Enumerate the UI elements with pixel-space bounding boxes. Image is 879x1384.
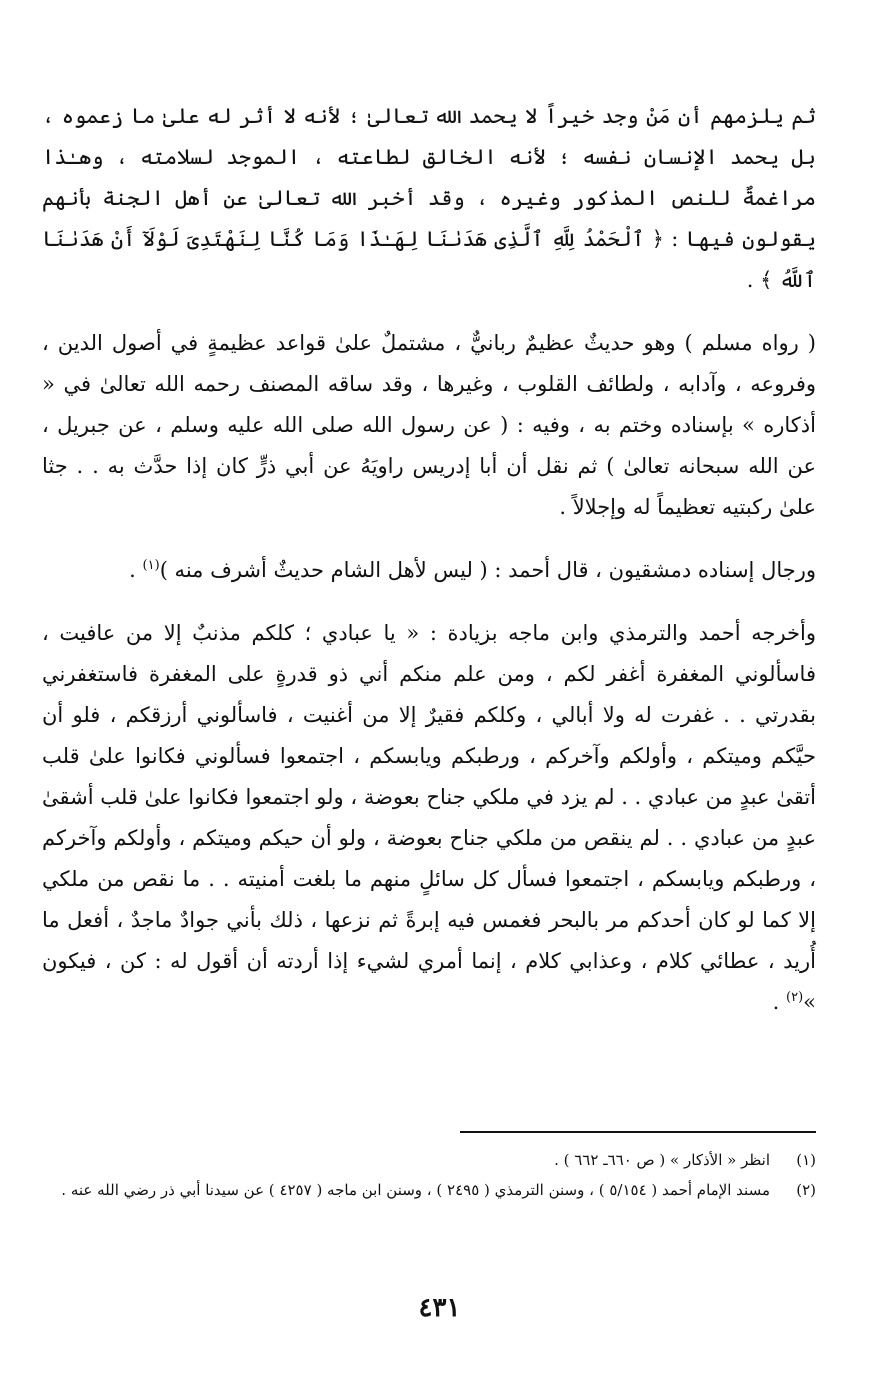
footnote-2 xyxy=(42,1176,816,1204)
paragraph-4 xyxy=(42,613,816,1023)
paragraph-4-period: . xyxy=(772,990,780,1014)
footnote-ref-2[interactable]: (٢) xyxy=(786,990,804,1005)
footnote-2-number: (٢) xyxy=(796,1181,816,1199)
footnotes xyxy=(42,1146,816,1206)
page-body xyxy=(42,96,816,1023)
paragraph-3-period: . xyxy=(129,558,136,582)
paragraph-2-text: ( رواه مسلم ) وهو حديثٌ عظيمٌ ربانيٌّ ، مشتملٌ علىٰ قواعد عظيمةٍ في أصول الدين ، وفروعه ، وآدابه ، ولطائف القلوب ، وغيرها ، وقد ساقه المصنف رحمه الله تعالىٰ في « أذكاره » بإسناده وختم به ، وفيه : ( عن رسول الله صلى الله عليه وسلم ، عن جبريل ، عن الله سبحانه تعالىٰ ) ثم نقل أن أبا إدريس راويَهُ عن أبي ذرٍّ كان إذا حدَّث به . . جثا علىٰ ركبتيه تعظيماً له وإجلالاً . xyxy=(42,331,816,519)
footnote-divider xyxy=(460,1131,816,1133)
footnote-1-number: (١) xyxy=(796,1151,816,1169)
paragraph-2 xyxy=(42,323,816,528)
footnote-ref-1[interactable]: (١) xyxy=(142,558,160,573)
footnote-1 xyxy=(42,1146,816,1174)
paragraph-3-text: ورجال إسناده دمشقيون ، قال أحمد : ( ليس لأهل الشام حديثٌ أشرف منه ) xyxy=(159,558,816,582)
page-number: ٤٣١ xyxy=(418,1293,461,1323)
paragraph-3 xyxy=(42,550,816,591)
footnote-2-text: مسند الإمام أحمد ( ٥/١٥٤ ) ، وسنن الترمذي ( ٢٤٩٥ ) ، وسنن ابن ماجه ( ٤٢٥٧ ) عن سيدنا أبي ذر رضي الله عنه . xyxy=(61,1181,770,1199)
paragraph-1 xyxy=(42,96,816,301)
paragraph-4-text: وأخرجه أحمد والترمذي وابن ماجه بزيادة : « يا عبادي ؛ كلكم مذنبٌ إلا من عافيت ، فاسألوني المغفرة أغفر لكم ، ومن علم منكم أني ذو قدرةٍ على المغفرة فاستغفرني بقدرتي . . غفرت له ولا أبالي ، وكلكم فقيرٌ إلا من أغنيت ، فاسألوني أرزقكم ، فلو أن حيَّكم وميتكم ، وأولكم وآخركم ، ورطبكم ويابسكم ، اجتمعوا فسألوني فكانوا علىٰ قلب أتقىٰ عبدٍ من عبادي . . لم يزد في ملكي جناح بعوضة ، ولو اجتمعوا فكانوا علىٰ قلب أشقىٰ عبدٍ من عبادي . . لم ينقص من ملكي جناح بعوضة ، ولو أن حيكم وميتكم ، وأولكم وآخركم ، ورطبكم ويابسكم ، اجتمعوا فسأل كل سائلٍ منهم ما بلغت أمنيته . . ما نقص من ملكي إلا كما لو كان أحدكم مر بالبحر فغمس فيه إبرةً ثم نزعها ، ذلك بأني جوادٌ ماجدٌ ، أفعل ما أُريد ، عطائي كلام ، وعذابي كلام ، إنما أمري لشيء إذا أردته أن أقول له : كن ، فيكون » xyxy=(42,621,816,1014)
footnote-1-text: انظر « الأذكار » ( ص ٦٦٠ـ ٦٦٢ ) . xyxy=(554,1151,770,1169)
paragraph-1-text: ثم يلزمهم أن مَنْ وجد خيراً لا يحمد الله تعالىٰ ؛ لأنه لا أثر له علىٰ ما زعموه ، بل يحمد الإنسان نفسه ؛ لأنه الخالق لطاعته ، الموجد لسلامته ، وهـٰذا مراغمةٌ للنص المذكور وغيره ، وقد أخبر الله تعالىٰ عن أهل الجنة بأنهم يقولون فيها : ﴿ ٱلْحَمْدُ لِلَّهِ ٱلَّذِى هَدَىٰنَا لِهَـٰذَا وَمَا كُنَّا لِنَهْتَدِىَ لَوْلَآ أَنْ هَدَىٰنَا ٱللَّهُ ﴾ . xyxy=(42,104,816,292)
